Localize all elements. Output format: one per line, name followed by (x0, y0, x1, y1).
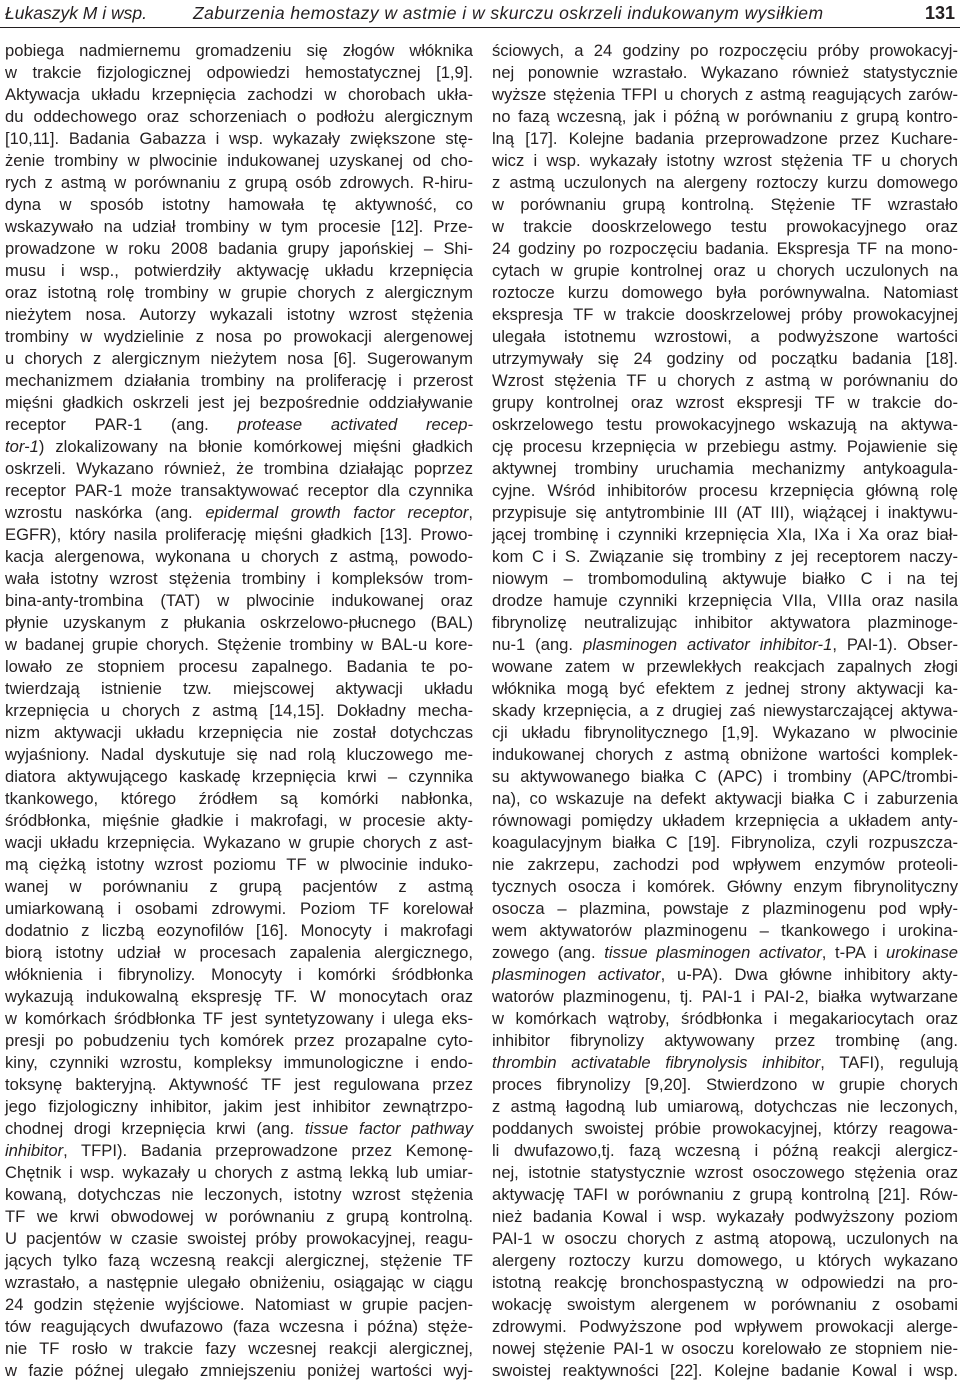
text-line: rych z astmą w porównaniu z grupą osób zdrowych. R-hiru- (5, 173, 473, 192)
text-line: jących tylko fazą wczesną reakcji alergicznej, stężenie TF (5, 1251, 473, 1270)
text-line: mechanizmem działania trombiny na proliferację i przerost (5, 371, 473, 390)
header-rule (0, 27, 960, 28)
text-line: proces fibrynolizy [9,20]. Stwierdzono w grupie chorych (492, 1075, 958, 1094)
italic-term: thrombin activatable fibrynolysis inhibitor (492, 1053, 821, 1072)
text-line (492, 942, 958, 964)
text-line (5, 1140, 473, 1162)
text-line (5, 1118, 473, 1140)
text-line: śródbłonka, mięśnie gładkie i makrofagi, w procesie akty- (5, 811, 473, 830)
text-line: cytach w grupie kontrolnej oraz u chorych uczulonych na (492, 261, 958, 280)
text-line: wem aktywatorów plazminogenu – tkankowego i urokina- (492, 921, 958, 940)
text-line: oraz istotną rolę trombiny w grupie chorych z alergicznym (5, 283, 473, 302)
text-line: poddanych swoistej próbie prowokacyjnej, którzy reagowa- (492, 1119, 958, 1138)
text-line: nizm aktywacji układu krzepnięcia nie został dotychczas (5, 723, 473, 742)
text-line (492, 1052, 958, 1074)
running-head-authors: Łukaszyk M i wsp. (5, 3, 147, 23)
right-column (492, 40, 958, 1382)
text-line: żenie trombiny w plwocinie indukowanej uzyskanej od cho- (5, 151, 473, 170)
text-line: PAI-1 w osoczu chorych z astmą atopową, uczulonych na (492, 1229, 958, 1248)
text-line: zdrowymi. Podwyższone pod wpływem prowokacji alerge- (492, 1317, 958, 1336)
text-line: utrzymywały się 24 godziny od początku badania [18]. (492, 349, 958, 368)
text-line: tycznych osocza i komórek. Główny enzym fibrynolityczny (492, 877, 958, 896)
text-line: nież badania Kowal i wsp. wykazały podwyższony poziom (492, 1207, 958, 1226)
text-line: nie TF rosło w trakcie fazy wczesnej reakcji alergicznej, (5, 1339, 473, 1358)
text-line: nowej stężenie PAI-1 w osoczu korelowało ze stopniem nie- (492, 1339, 958, 1358)
text-run: , TAFI), regulują (820, 1053, 958, 1072)
text-line: aktywację TAFI w porównaniu z grupą kontrolną [21]. Rów- (492, 1185, 958, 1204)
text-line: z astmą uczulonych na alergeny roztoczy kurzu domowego (492, 173, 958, 192)
text-line: równowagi pomiędzy układem krzepnięcia a układem anty- (492, 811, 958, 830)
text-line: cji układu fibrynolitycznego [1,9]. Wykazano w plwocinie (492, 723, 958, 742)
text-run: , (468, 503, 473, 522)
text-line: aktywnej trombiny uruchamia mechanizmy antykoagula- (492, 459, 958, 478)
text-line: EGFR), który nasila proliferację mięśni gładkich [13]. Prowo- (5, 525, 473, 544)
text-line: wicz i wsp. wykazały istotny wzrost stężenia TF u chorych (492, 151, 958, 170)
text-line: cję procesu krzepnięcia w przebiegu astmy. Pojawienie się (492, 437, 958, 456)
text-line: włóknienia i fibrynolizy. Monocyty i komórki śródbłonka (5, 965, 473, 984)
text-run: , PAI-1). Obser- (832, 635, 958, 654)
text-line: mięśni gładkich oskrzeli jest jej bezpośrednie oddziaływanie (5, 393, 473, 412)
text-line: grupy kontrolnej oraz wzrost ekspresji TF w trakcie do- (492, 393, 958, 412)
text-line: oskrzelowego testu prowokacyjnego wskazują na aktywa- (492, 415, 958, 434)
text-run: chodnej drogi krzepnięcia krwi (ang. (5, 1119, 305, 1138)
text-line: musu i wsp., potwierdziły aktywację układu krzepnięcia (5, 261, 473, 280)
text-line: su aktywowanego białka C (APC) i trombiny (APC/trombi- (492, 767, 958, 786)
text-line: trombiny w wydzielinie z nosa po prowokacji alergenowej (5, 327, 473, 346)
italic-term: protease activated recep- (237, 415, 473, 434)
text-line: kacja alergenowa, wykonana u chorych z astmą, powodo- (5, 547, 473, 566)
text-run: nu-1 (ang. (492, 635, 583, 654)
text-line: oskrzeli. Wykazano również, że trombina działając poprzez (5, 459, 473, 478)
text-line: w fazie późnej ulegało zmniejszeniu poniżej wartości wyj- (5, 1361, 473, 1380)
text-line: nieżytem nosa. Autorzy wykazali istotny wzrost stężenia (5, 305, 473, 324)
text-line: w trakcie fizjologicznej odpowiedzi hemostatycznej [1,9]. (5, 63, 473, 82)
text-line: biorą istotny udział w procesach zapalenia alergicznego, (5, 943, 473, 962)
text-line: lną [17]. Kolejne badania przeprowadzone przez Kuchare- (492, 129, 958, 148)
italic-term: inhibitor (5, 1141, 64, 1160)
text-line: wała istotny wzrost stężenia trombiny i kompleksów trom- (5, 569, 473, 588)
text-line: wzrastało, a następnie ulegało obniżeniu, osiągając w ciągu (5, 1273, 473, 1292)
italic-term: tor-1 (5, 437, 39, 456)
text-line: z astmą łagodną lub umiarową, dotychczas nie leczonych, (492, 1097, 958, 1116)
text-line: krzepnięcia u chorych z astmą [14,15]. Dokładny mecha- (5, 701, 473, 720)
text-line: istotną reakcję bronchospastyczną w odpowiedzi na pro- (492, 1273, 958, 1292)
text-line: lowało ze stopniem procesu zapalnego. Badania te po- (5, 657, 473, 676)
text-line: alergeny roztoczy kurzu domowego, u których wykazano (492, 1251, 958, 1270)
text-line: nie zakrzepu, zachodzi pod wpływem enzymów proteoli- (492, 855, 958, 874)
text-line: kom C i S. Związanie się trombiny z jej receptorem naczy- (492, 547, 958, 566)
text-line: bina-anty-trombina (TAT) w plwocinie indukowanej oraz (5, 591, 473, 610)
text-line: wykazują indukowalną ekspresję TF. W monocytach oraz (5, 987, 473, 1006)
text-line (5, 414, 473, 436)
text-line: w badanej grupie chorych. Stężenie trombiny w BAL-u kore- (5, 635, 473, 654)
running-head-title: Zaburzenia hemostazy w astmie i w skurczu oskrzeli indukowanym wysiłkiem (193, 3, 824, 23)
text-line: cyjne. Wśród inhibitorów procesu krzepnięcia główną rolę (492, 481, 958, 500)
text-run: , TFPI). Badania przeprowadzone przez Kemonę- (63, 1141, 473, 1160)
text-line: 24 godzin stężenie wyjściowe. Natomiast w grupie pacjen- (5, 1295, 473, 1314)
text-line: Chętnik i wsp. wykazały u chorych z astmą lekką lub umiar- (5, 1163, 473, 1182)
page-number: 131 (924, 3, 955, 23)
text-line: tów reagujących dwufazowo (faza wczesna i późna) stęże- (5, 1317, 473, 1336)
text-line: indukowanej chorych z astmą obniżone wartości komplek- (492, 745, 958, 764)
text-line: nej ponownie wzrastało. Wykazano również statystycznie (492, 63, 958, 82)
italic-term: plasminogen activator (492, 965, 661, 984)
text-line: włóknika mogą być efektem z jednej strony aktywacji ka- (492, 679, 958, 698)
text-line: u chorych z alergicznym nieżytem nosa [6]. Sugerowanym (5, 349, 473, 368)
text-line: watorów plazminogenu, tj. PAI-1 i PAI-2, białka wytwarzane (492, 987, 958, 1006)
text-line: kiny, czynniki wzrostu, kompleksy immunologiczne i endo- (5, 1053, 473, 1072)
text-line: wskazywało na udział trombiny w tym procesie [12]. Prze- (5, 217, 473, 236)
text-line: tkankowego, którego źródłem są komórki nabłonka, (5, 789, 473, 808)
text-line: roztocze kurzu domowego była porównywalna. Natomiast (492, 283, 958, 302)
text-line: li dwufazowo,tj. fazą wczesną i późną reakcji alergicz- (492, 1141, 958, 1160)
text-line: 24 godziny po rozpoczęciu badania. Ekspresja TF na mono- (492, 239, 958, 258)
italic-term: tissue plasminogen activator (604, 943, 822, 962)
text-line: wyjaśniony. Nadal dyskutuje się nad rolą kluczowego me- (5, 745, 473, 764)
text-line: swoistej reaktywności [22]. Kolejne badanie Kowal i wsp. (492, 1361, 958, 1380)
text-line: [10,11]. Badania Gabazza i wsp. wykazały zwiększone stę- (5, 129, 473, 148)
text-line: wyższe stężenia TFPI u chorych z astmą reagujących zarów- (492, 85, 958, 104)
text-line: przypisuje się antytrombinie III (AT III), wiążącej i inaktywu- (492, 503, 958, 522)
text-line (5, 436, 473, 458)
text-line: ściowych, a 24 godziny po rozpoczęciu próby prowokacyj- (492, 41, 958, 60)
text-line: w porównaniu grupą kontrolną. Stężenie TF wzrastało (492, 195, 958, 214)
text-line: pobiega nadmiernemu gromadzeniu się złogów włóknika (5, 41, 473, 60)
text-line: umiarkowaną i osobami zdrowymi. Poziom TF korelował (5, 899, 473, 918)
text-run: receptor PAR-1 (ang. (5, 415, 238, 434)
text-line: presji po pobudzeniu tych komórek przez prozapalne cyto- (5, 1031, 473, 1050)
text-line (5, 502, 473, 524)
text-line: na), co wskazuje na defekt aktywacji białka C i zaburzenia (492, 789, 958, 808)
italic-term: epidermal growth factor receptor (205, 503, 469, 522)
text-line: U pacjentów w czasie swoistej próby prowokacyjnej, reagu- (5, 1229, 473, 1248)
text-line: fibrynolizę neutralizując inhibitor aktywatora plazminoge- (492, 613, 958, 632)
text-line: diatora aktywującego kaskadę krzepnięcia krwi – czynnika (5, 767, 473, 786)
text-line: dodatnio z liczbą eozynofilów [16]. Monocyty i makrofagi (5, 921, 473, 940)
text-line: wanej w porównaniu z grupą pacjentów z astmą (5, 877, 473, 896)
text-line: wowane zatem w przewlekłych reakcjach zapalnych złogi (492, 657, 958, 676)
text-line: ulegała istotnemu wzrostowi, a podwyższone wartości (492, 327, 958, 346)
text-line: jego fizjologiczny inhibitor, jakim jest inhibitor zewnątrzpo- (5, 1097, 473, 1116)
text-line: skady krzepnięcia, a z drugiej zaś niewystarczającej aktywa- (492, 701, 958, 720)
text-line: w trakcie dooskrzelowego testu prowokacyjnego oraz (492, 217, 958, 236)
text-line: niowym – trombomoduliną aktywuje białko C i na tej (492, 569, 958, 588)
text-run: wzrostu naskórka (ang. (5, 503, 206, 522)
text-line: wacji układu krzepnięcia. Wykazano w grupie chorych z ast- (5, 833, 473, 852)
text-run: , t-PA i (821, 943, 887, 962)
italic-term: urokinase (886, 943, 958, 962)
text-line: prowadzone w roku 2008 badania grupy japońskiej – Shi- (5, 239, 473, 258)
text-line: inhibitor fibrynolizy aktywowany przez trombinę (ang. (492, 1031, 958, 1050)
text-line: wokację swoistym alergenem w porównaniu z osobami (492, 1295, 958, 1314)
italic-term: tissue factor pathway (304, 1119, 474, 1138)
text-run: ) zlokalizowany na błonie komórkowej mięśni gładkich (38, 437, 473, 456)
text-line: koagulacyjnym białka C [19]. Fibrynoliza, czyli rozpuszcza- (492, 833, 958, 852)
text-run: zowego (ang. (492, 943, 605, 962)
italic-term: plasminogen activator inhibitor-1 (582, 635, 833, 654)
text-line: płynie uzyskanym z płukania oskrzelowo-płucnego (BAL) (5, 613, 473, 632)
text-line: Aktywacja układu krzepnięcia zachodzi w chorobach ukła- (5, 85, 473, 104)
text-line: kowaną, dotychczas nie leczonych, istotny wzrost stężenia (5, 1185, 473, 1204)
text-line: jącej trombinę i czynniki krzepnięcia XIa, IXa i Xa oraz biał- (492, 525, 958, 544)
text-line: drodze hamuje czynniki krzepnięcia VIIa, VIIIa oraz nasila (492, 591, 958, 610)
text-line: nej, istotnie statystycznie wzrost osoczowego stężenia oraz (492, 1163, 958, 1182)
text-line: ekspresja TF w trakcie dooskrzelowej próby prowokacyjnej (492, 305, 958, 324)
text-line: receptor PAR-1 może transaktywować receptor dla czynnika (5, 481, 473, 500)
text-line: no fazą wczesną, jak i późną w porównaniu z grupą kontro- (492, 107, 958, 126)
text-line: twierdzają istnienie tzw. miejscowej aktywacji układu (5, 679, 473, 698)
text-line: w komórkach wątroby, śródbłonka i megakariocytach oraz (492, 1009, 958, 1028)
text-line: osocza – plazmina, powstaje z plazminogenu pod wpły- (492, 899, 958, 918)
text-line (492, 634, 958, 656)
text-run: , u-PA). Dwa główne inhibitory akty- (660, 965, 958, 984)
text-line: w komórkach śródbłonka TF jest syntetyzowany i ulega eks- (5, 1009, 473, 1028)
text-line: mą ciężką istotny wzrost poziomu TF w plwocinie induko- (5, 855, 473, 874)
text-line: TF we krwi obwodowej w porównaniu z grupą kontrolną. (5, 1207, 473, 1226)
text-line (492, 964, 958, 986)
text-line: Wzrost stężenia TF u chorych z astmą w porównaniu do (492, 371, 958, 390)
left-column (5, 40, 473, 1382)
text-line: du oddechowego oraz schorzeniach o podłożu alergicznym (5, 107, 473, 126)
text-line: dyna w sposób istotny hamowała tę aktywność, co (5, 195, 473, 214)
text-line: toksynę bakteryjną. Aktywność TF jest regulowana przez (5, 1075, 473, 1094)
